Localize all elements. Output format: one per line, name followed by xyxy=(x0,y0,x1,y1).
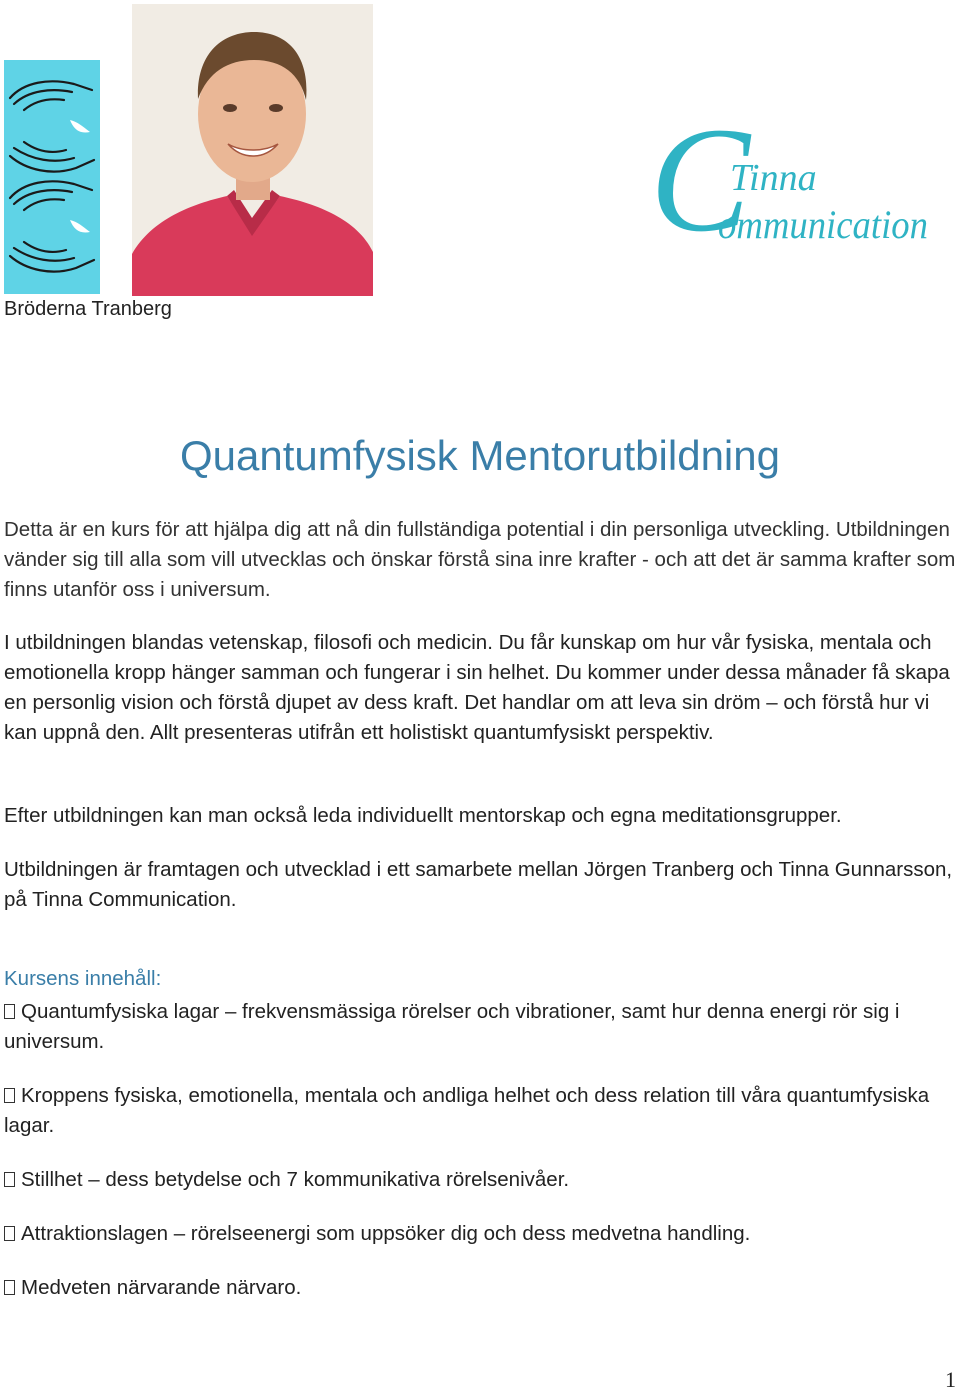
list-item: Quantumfysiska lagar – frekvensmässiga rörelser och vibrationer, samt hur denna energi rör sig i universum. xyxy=(4,1000,900,1053)
list-item: Attraktionslagen – rörelseenergi som uppsöker dig och dess medvetna handling. xyxy=(4,1219,944,1249)
list-item: Stillhet – dess betydelse och 7 kommunikativa rörelsenivåer. xyxy=(4,1165,944,1195)
logo-initial: C xyxy=(650,97,751,263)
caring-hands-icon xyxy=(4,60,100,294)
page-number: 1 xyxy=(945,1367,956,1392)
list-item: Kroppens fysiska, emotionella, mentala och andliga helhet och dess relation till våra quantumfysiska lagar. xyxy=(4,1084,930,1137)
intro-paragraph: Detta är en kurs för att hjälpa dig att nå din fullständiga potential i din personliga utveckling. Utbildningen vänder sig till alla som vill utvecklas och önskar förstå sina inre krafter - och att det är samma krafter som finns utanför oss i universum. xyxy=(4,518,956,601)
paragraph-collaboration: Utbildningen är framtagen och utvecklad i ett samarbete mellan Jörgen Tranberg och Tinna Gunnarsson, på Tinna Communication. xyxy=(4,858,953,911)
portrait-photo xyxy=(132,4,373,296)
checkbox-bullet-icon xyxy=(4,1280,15,1295)
logo-text-line1: Tinna xyxy=(730,157,817,199)
section-heading-course-contents: Kursens innehåll: xyxy=(4,967,162,990)
brand-name: Bröderna Tranberg xyxy=(4,298,172,320)
checkbox-bullet-icon xyxy=(4,1172,15,1187)
page-title: Quantumfysisk Mentorutbildning xyxy=(180,432,780,479)
paragraph-education: I utbildningen blandas vetenskap, filosofi och medicin. Du får kunskap om hur vår fysiska, mentala och emotionella kropp hänger samman och fungerar i sin helhet. Du kommer under dessa månader få skapa en personlig vision och förstå djupet av dess kraft. Det handlar om att leva sin dröm – och förstå hur vi kan uppnå den. Allt presenteras utifrån ett holistiskt quantumfysiskt perspektiv. xyxy=(4,631,950,744)
checkbox-bullet-icon xyxy=(4,1088,15,1103)
checkbox-bullet-icon xyxy=(4,1226,15,1241)
logo-text-line2: ommunication xyxy=(718,202,928,247)
paragraph-after-course: Efter utbildningen kan man också leda individuellt mentorskap och egna meditationsgrupper. xyxy=(4,804,842,827)
list-item: Medveten närvarande närvaro. xyxy=(4,1273,944,1303)
checkbox-bullet-icon xyxy=(4,1004,15,1019)
tinna-communication-logo xyxy=(650,80,940,280)
